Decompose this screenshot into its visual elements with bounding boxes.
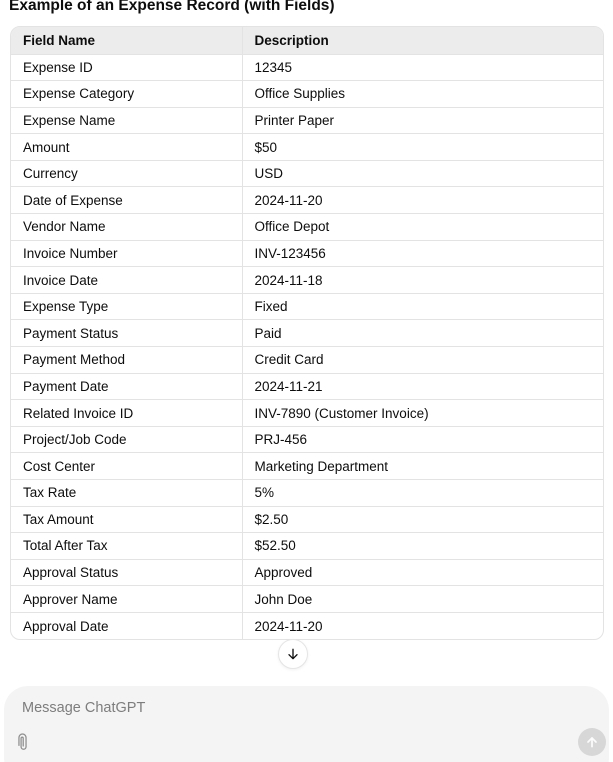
table-row bbox=[11, 506, 603, 533]
description-cell: Fixed bbox=[242, 293, 603, 320]
description-header: Description bbox=[242, 27, 603, 54]
description-cell: Credit Card bbox=[242, 347, 603, 374]
expense-record-table bbox=[10, 26, 604, 640]
field-name-cell: Tax Rate bbox=[11, 480, 242, 507]
table-row bbox=[11, 612, 603, 639]
field-name-cell: Expense Name bbox=[11, 107, 242, 134]
table-header bbox=[11, 27, 603, 54]
table-row bbox=[11, 107, 603, 134]
scroll-to-bottom-button[interactable] bbox=[278, 639, 308, 669]
description-cell: 2024-11-20 bbox=[242, 612, 603, 639]
field-name-cell: Amount bbox=[11, 134, 242, 161]
table-row bbox=[11, 293, 603, 320]
table-row bbox=[11, 586, 603, 613]
message-input[interactable] bbox=[18, 696, 578, 722]
field-name-cell: Cost Center bbox=[11, 453, 242, 480]
table-row bbox=[11, 347, 603, 374]
description-cell: Office Depot bbox=[242, 214, 603, 241]
field-name-cell: Project/Job Code bbox=[11, 426, 242, 453]
description-cell: 5% bbox=[242, 480, 603, 507]
field-name-cell: Payment Date bbox=[11, 373, 242, 400]
field-name-header: Field Name bbox=[11, 27, 242, 54]
table-header-row bbox=[11, 27, 603, 54]
field-name-cell: Invoice Date bbox=[11, 267, 242, 294]
description-cell: Printer Paper bbox=[242, 107, 603, 134]
table-row bbox=[11, 81, 603, 108]
description-cell: $50 bbox=[242, 134, 603, 161]
field-name-cell: Tax Amount bbox=[11, 506, 242, 533]
table-row bbox=[11, 533, 603, 560]
description-cell: Approved bbox=[242, 559, 603, 586]
field-name-cell: Date of Expense bbox=[11, 187, 242, 214]
description-cell: Marketing Department bbox=[242, 453, 603, 480]
field-name-cell: Payment Status bbox=[11, 320, 242, 347]
table-row bbox=[11, 214, 603, 241]
field-name-cell: Vendor Name bbox=[11, 214, 242, 241]
table-row bbox=[11, 187, 603, 214]
expense-table-body bbox=[11, 54, 603, 639]
field-name-cell: Expense ID bbox=[11, 54, 242, 81]
field-name-cell: Expense Type bbox=[11, 293, 242, 320]
table-row bbox=[11, 54, 603, 81]
field-name-cell: Invoice Number bbox=[11, 240, 242, 267]
description-cell: $52.50 bbox=[242, 533, 603, 560]
table-row bbox=[11, 559, 603, 586]
field-name-cell: Payment Method bbox=[11, 347, 242, 374]
page-title: Example of an Expense Record (with Fields) bbox=[9, 0, 335, 14]
arrow-up-icon bbox=[584, 734, 600, 750]
table-row bbox=[11, 373, 603, 400]
field-name-cell: Currency bbox=[11, 160, 242, 187]
description-cell: 2024-11-21 bbox=[242, 373, 603, 400]
field-name-cell: Related Invoice ID bbox=[11, 400, 242, 427]
send-message-button[interactable] bbox=[578, 728, 606, 756]
description-cell: 2024-11-20 bbox=[242, 187, 603, 214]
table-row bbox=[11, 240, 603, 267]
table-row bbox=[11, 453, 603, 480]
description-cell: 12345 bbox=[254, 59, 293, 75]
description-cell: Office Supplies bbox=[242, 81, 603, 108]
field-name-cell: Approval Status bbox=[11, 559, 242, 586]
description-cell: 2024-11-18 bbox=[242, 267, 603, 294]
field-name-cell: Total After Tax bbox=[11, 533, 242, 560]
description-cell: PRJ-456 bbox=[242, 426, 603, 453]
table-row bbox=[11, 320, 603, 347]
description-cell: INV-123456 bbox=[242, 240, 603, 267]
description-cell: Paid bbox=[242, 320, 603, 347]
table-row bbox=[11, 400, 603, 427]
description-cell: $2.50 bbox=[242, 506, 603, 533]
paperclip-icon bbox=[14, 731, 31, 754]
description-cell: INV-7890 (Customer Invoice) bbox=[242, 400, 603, 427]
arrow-down-icon bbox=[285, 646, 301, 662]
description-cell: John Doe bbox=[242, 586, 603, 613]
table-row bbox=[11, 426, 603, 453]
message-composer bbox=[4, 686, 609, 762]
table-row bbox=[11, 160, 603, 187]
field-name-cell: Approval Date bbox=[11, 612, 242, 639]
field-name-cell: Approver Name bbox=[11, 586, 242, 613]
description-cell: USD bbox=[242, 160, 603, 187]
attach-file-button[interactable] bbox=[8, 728, 36, 756]
table-row bbox=[11, 267, 603, 294]
table-row bbox=[11, 134, 603, 161]
table-row bbox=[11, 480, 603, 507]
field-name-cell: Expense Category bbox=[11, 81, 242, 108]
